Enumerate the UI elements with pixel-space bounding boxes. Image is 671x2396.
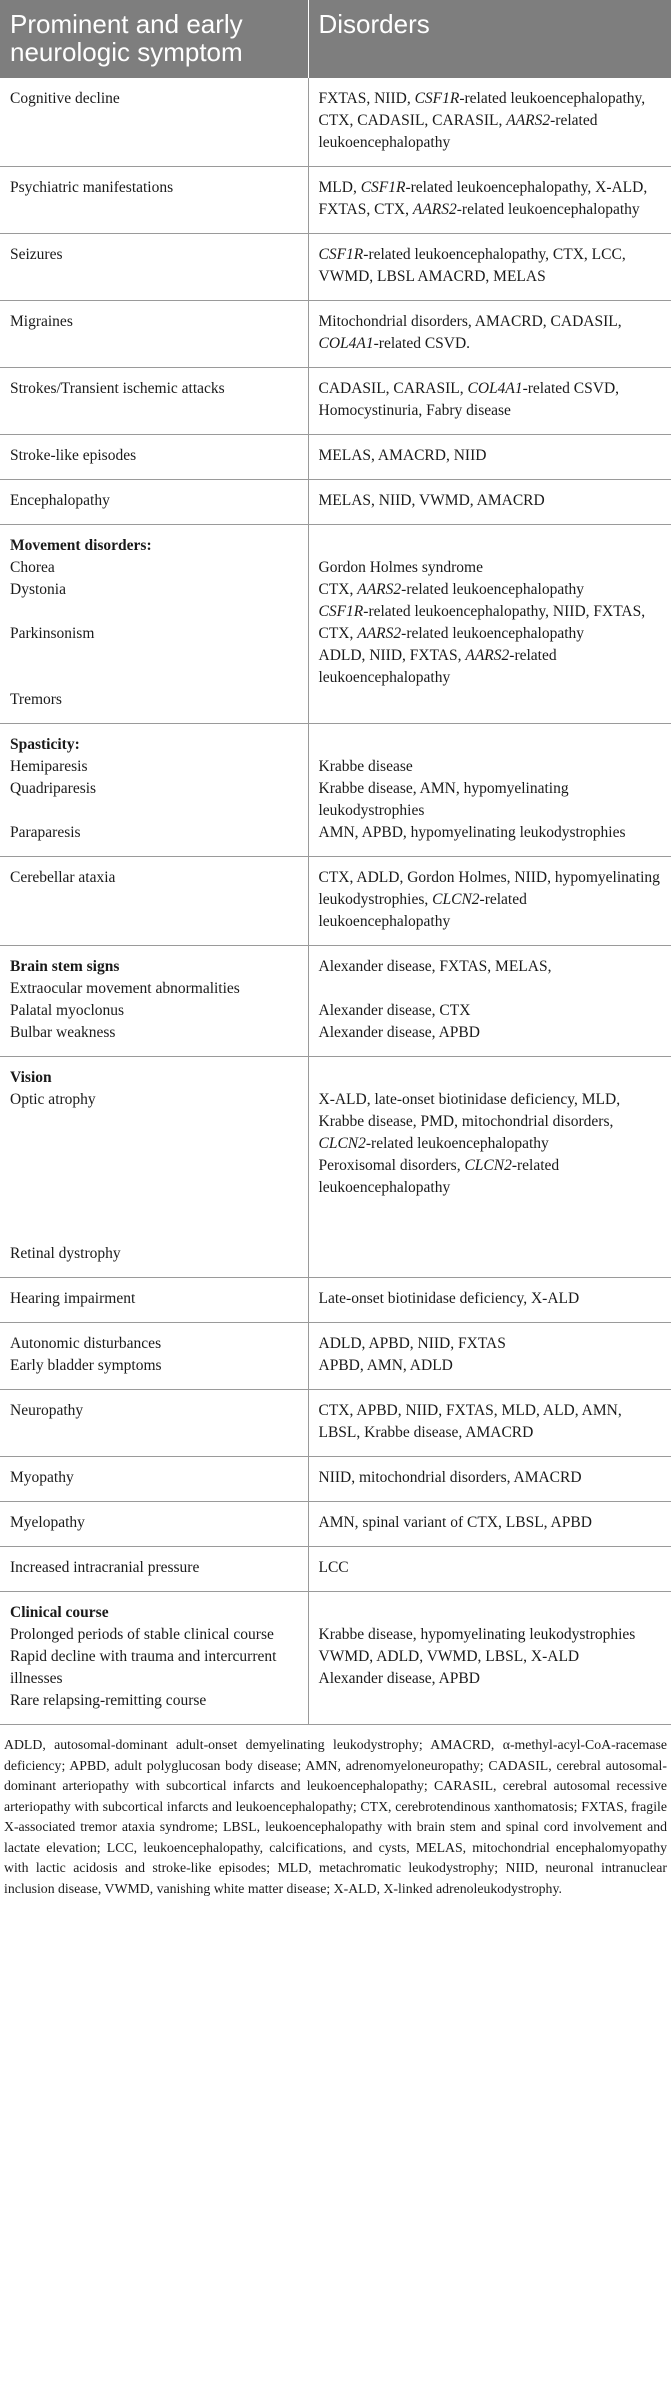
sub-symptom: Palatal myoclonus [10, 1002, 125, 1019]
symptom-cell: Myopathy [0, 1457, 308, 1502]
disorders-cell: MELAS, NIID, VWMD, AMACRD [308, 480, 671, 525]
disorders-text: -related CSVD. [373, 335, 471, 352]
disorders-text: FXTAS, NIID, [318, 90, 415, 107]
table-row [0, 1592, 671, 1725]
symptom-cell: Stroke-like episodes [0, 435, 308, 480]
table-row [0, 1390, 671, 1457]
disorders-cell [308, 301, 671, 368]
sub-symptom: Early bladder symptoms [10, 1357, 162, 1374]
disorders-text: ADLD, NIID, FXTAS, [318, 647, 466, 664]
symptom-cell [0, 525, 308, 724]
disorders-text: -related leukoencephalopathy [456, 201, 640, 218]
table-row [0, 946, 671, 1057]
disorders-cell [308, 857, 671, 946]
sub-symptom: Quadriparesis [10, 780, 97, 797]
disorders-cell: AMN, spinal variant of CTX, LBSL, APBD [308, 1502, 671, 1547]
disorders-text [319, 645, 662, 689]
symptom-cell: Strokes/Transient ischemic attacks [0, 368, 308, 435]
gene-name: CSF1R [318, 603, 364, 620]
table-header-row [0, 0, 671, 78]
disorders-cell [308, 525, 671, 724]
disorders-cell [308, 1057, 671, 1278]
sub-symptom: Chorea [10, 559, 55, 576]
table-row [0, 480, 671, 525]
symptom-cell: Seizures [0, 234, 308, 301]
symptom-cell [0, 946, 308, 1057]
sub-symptom: Optic atrophy [10, 1091, 96, 1108]
disorders-text: Alexander disease, CTX [318, 1002, 471, 1019]
sub-symptom: Retinal dystrophy [10, 1245, 121, 1262]
disorders-text: -related leukoencephalopathy [365, 1135, 549, 1152]
disorders-text [319, 1155, 662, 1199]
disorders-text: VWMD, ADLD, VWMD, LBSL, X-ALD [318, 1648, 580, 1665]
sub-symptom: Extraocular movement abnormalities [10, 980, 240, 997]
disorders-text: Krabbe disease, AMN, hypomyelinating leukodystrophies [318, 780, 569, 819]
disorders-text: Alexander disease, FXTAS, MELAS, [318, 958, 552, 975]
disorders-text: CADASIL, CARASIL, [318, 380, 468, 397]
gene-name: CLCN2 [432, 891, 480, 908]
symptom-cell: Cerebellar ataxia [0, 857, 308, 946]
sub-symptom: Rare relapsing-remitting course [10, 1692, 207, 1709]
disorders-text: -related leukoencephalopathy [318, 112, 598, 151]
gene-name: CSF1R [360, 179, 406, 196]
disorders-text: -related CSVD, Homocystinuria, Fabry disease [318, 380, 620, 419]
disorders-text [319, 1089, 662, 1155]
sub-symptom: Paraparesis [10, 824, 81, 841]
symptom-cell [0, 724, 308, 857]
symptom-cell: Encephalopathy [0, 480, 308, 525]
sub-symptom: Rapid decline with trauma and intercurrent illnesses [10, 1648, 277, 1687]
table-row [0, 1057, 671, 1278]
disorders-cell [308, 1323, 671, 1390]
gene-name: CSF1R [414, 90, 460, 107]
disorders-cell [308, 167, 671, 234]
sub-symptom: Autonomic disturbances [10, 1335, 162, 1352]
group-heading: Clinical course [10, 1604, 109, 1621]
table-row [0, 724, 671, 857]
disorders-text: MLD, [318, 179, 361, 196]
sub-symptom: Bulbar weakness [10, 1024, 116, 1041]
disorders-text: Alexander disease, APBD [318, 1024, 480, 1041]
disorders-cell [308, 724, 671, 857]
group-heading: Vision [10, 1069, 52, 1086]
gene-name: AARS2 [357, 625, 402, 642]
disorders-text: Alexander disease, APBD [318, 1670, 480, 1687]
sub-symptom: Parkinsonism [10, 625, 95, 642]
disorders-text [319, 579, 662, 601]
gene-name: CLCN2 [318, 1135, 366, 1152]
disorders-text: Peroxisomal disorders, [318, 1157, 465, 1174]
group-heading: Brain stem signs [10, 958, 120, 975]
disorders-text: CTX, [318, 581, 358, 598]
symptom-cell: Myelopathy [0, 1502, 308, 1547]
gene-name: AARS2 [506, 112, 551, 129]
table-row [0, 435, 671, 480]
symptom-cell [0, 1057, 308, 1278]
table-row [0, 1502, 671, 1547]
disorders-text [319, 601, 662, 645]
table-row [0, 301, 671, 368]
symptom-cell: Psychiatric manifestations [0, 167, 308, 234]
disorders-text: -related leukoencephalopathy [318, 647, 557, 686]
gene-name: AARS2 [465, 647, 510, 664]
table-row [0, 525, 671, 724]
header-symptom: Prominent and early neurologic symptom [0, 0, 308, 78]
disorders-text: APBD, AMN, ADLD [318, 1357, 453, 1374]
disorders-text: -related leukoencephalopathy, CTX, CADASIL, CARASIL, [318, 90, 646, 129]
table-row [0, 234, 671, 301]
sub-symptom: Prolonged periods of stable clinical course [10, 1626, 274, 1643]
symptom-cell: Migraines [0, 301, 308, 368]
table-row [0, 1323, 671, 1390]
disorders-text: ADLD, APBD, NIID, FXTAS [318, 1335, 506, 1352]
disorders-cell: CTX, APBD, NIID, FXTAS, MLD, ALD, AMN, LBSL, Krabbe disease, AMACRD [308, 1390, 671, 1457]
disorders-text: -related leukoencephalopathy, CTX, LCC, VWMD, LBSL AMACRD, MELAS [318, 246, 626, 285]
disorders-cell [308, 368, 671, 435]
symptom-cell [0, 1323, 308, 1390]
disorders-cell: NIID, mitochondrial disorders, AMACRD [308, 1457, 671, 1502]
disorders-text: Krabbe disease [318, 758, 413, 775]
disorders-text: -related leukoencephalopathy [401, 625, 585, 642]
disorders-text: -related leukoencephalopathy, NIID, FXTAS, CTX, [318, 603, 646, 642]
disorders-text: AMN, APBD, hypomyelinating leukodystrophies [318, 824, 626, 841]
symptom-cell: Hearing impairment [0, 1278, 308, 1323]
table-row [0, 1457, 671, 1502]
table-row [0, 1547, 671, 1592]
table-row [0, 857, 671, 946]
gene-name: CLCN2 [464, 1157, 512, 1174]
table-row [0, 78, 671, 167]
sub-symptom: Tremors [10, 691, 62, 708]
gene-name: COL4A1 [467, 380, 523, 397]
disorders-text: -related leukoencephalopathy, X-ALD, FXTAS, CTX, [318, 179, 648, 218]
table-row [0, 368, 671, 435]
symptom-cell: Cognitive decline [0, 78, 308, 167]
gene-name: AARS2 [412, 201, 457, 218]
disorders-text: Mitochondrial disorders, AMACRD, CADASIL, [318, 313, 622, 330]
disorders-cell: LCC [308, 1547, 671, 1592]
disorders-cell [308, 946, 671, 1057]
table-footnote: ADLD, autosomal-dominant adult-onset demyelinating leukodystrophy; AMACRD, α-methyl-acyl-CoA-racemase deficiency; APBD, adult polyglucosan body disease; AMN, adrenomyeloneuropathy; CADASIL, cerebral autosomal-dominant arteriopathy with subcortical infarcts and leukoencephalopathy; CARASIL, cerebral autosomal recessive arteriopathy with subcortical infarcts and leukoencephalopathy; CTX, cerebrotendinous xanthomatosis; FXTAS, fragile X-associated tremor ataxia syndrome; LBSL, leukoencephalopathy with brain stem and spinal cord involvement and lactate elevation; LCC, leukoencephalopathy, calcifications, and cysts, MELAS, mitochondrial encephalomyopathy with lactic acidosis and stroke-like episodes; MLD, metachromatic leukodystrophy; NIID, neuronal intranuclear inclusion disease, VWMD, vanishing white matter disease; X-ALD, X-linked adrenoleukodystrophy. [4, 1737, 667, 1896]
symptom-cell: Increased intracranial pressure [0, 1547, 308, 1592]
gene-name: AARS2 [357, 581, 402, 598]
disorders-text: -related leukoencephalopathy [318, 1157, 560, 1196]
disorders-cell: Late-onset biotinidase deficiency, X-ALD [308, 1278, 671, 1323]
table-row [0, 167, 671, 234]
symptom-cell [0, 1592, 308, 1725]
gene-name: CSF1R [318, 246, 364, 263]
disorders-text: CTX, ADLD, Gordon Holmes, NIID, hypomyelinating leukodystrophies, [318, 869, 660, 908]
table-row [0, 1278, 671, 1323]
symptom-cell: Neuropathy [0, 1390, 308, 1457]
disorders-text: X-ALD, late-onset biotinidase deficiency, MLD, Krabbe disease, PMD, mitochondrial disorders, [318, 1091, 621, 1130]
disorders-cell: MELAS, AMACRD, NIID [308, 435, 671, 480]
header-disorders: Disorders [308, 0, 671, 78]
group-heading: Spasticity: [10, 736, 80, 753]
disorders-text: -related leukoencephalopathy [318, 891, 527, 930]
disorders-cell [308, 78, 671, 167]
disorders-cell [308, 1592, 671, 1725]
sub-symptom: Hemiparesis [10, 758, 88, 775]
disorders-cell [308, 234, 671, 301]
disorders-text: Gordon Holmes syndrome [318, 559, 483, 576]
sub-symptom: Dystonia [10, 581, 66, 598]
gene-name: COL4A1 [318, 335, 374, 352]
disorders-text: Krabbe disease, hypomyelinating leukodystrophies [318, 1626, 636, 1643]
disorders-text: -related leukoencephalopathy [401, 581, 585, 598]
group-heading: Movement disorders: [10, 537, 152, 554]
